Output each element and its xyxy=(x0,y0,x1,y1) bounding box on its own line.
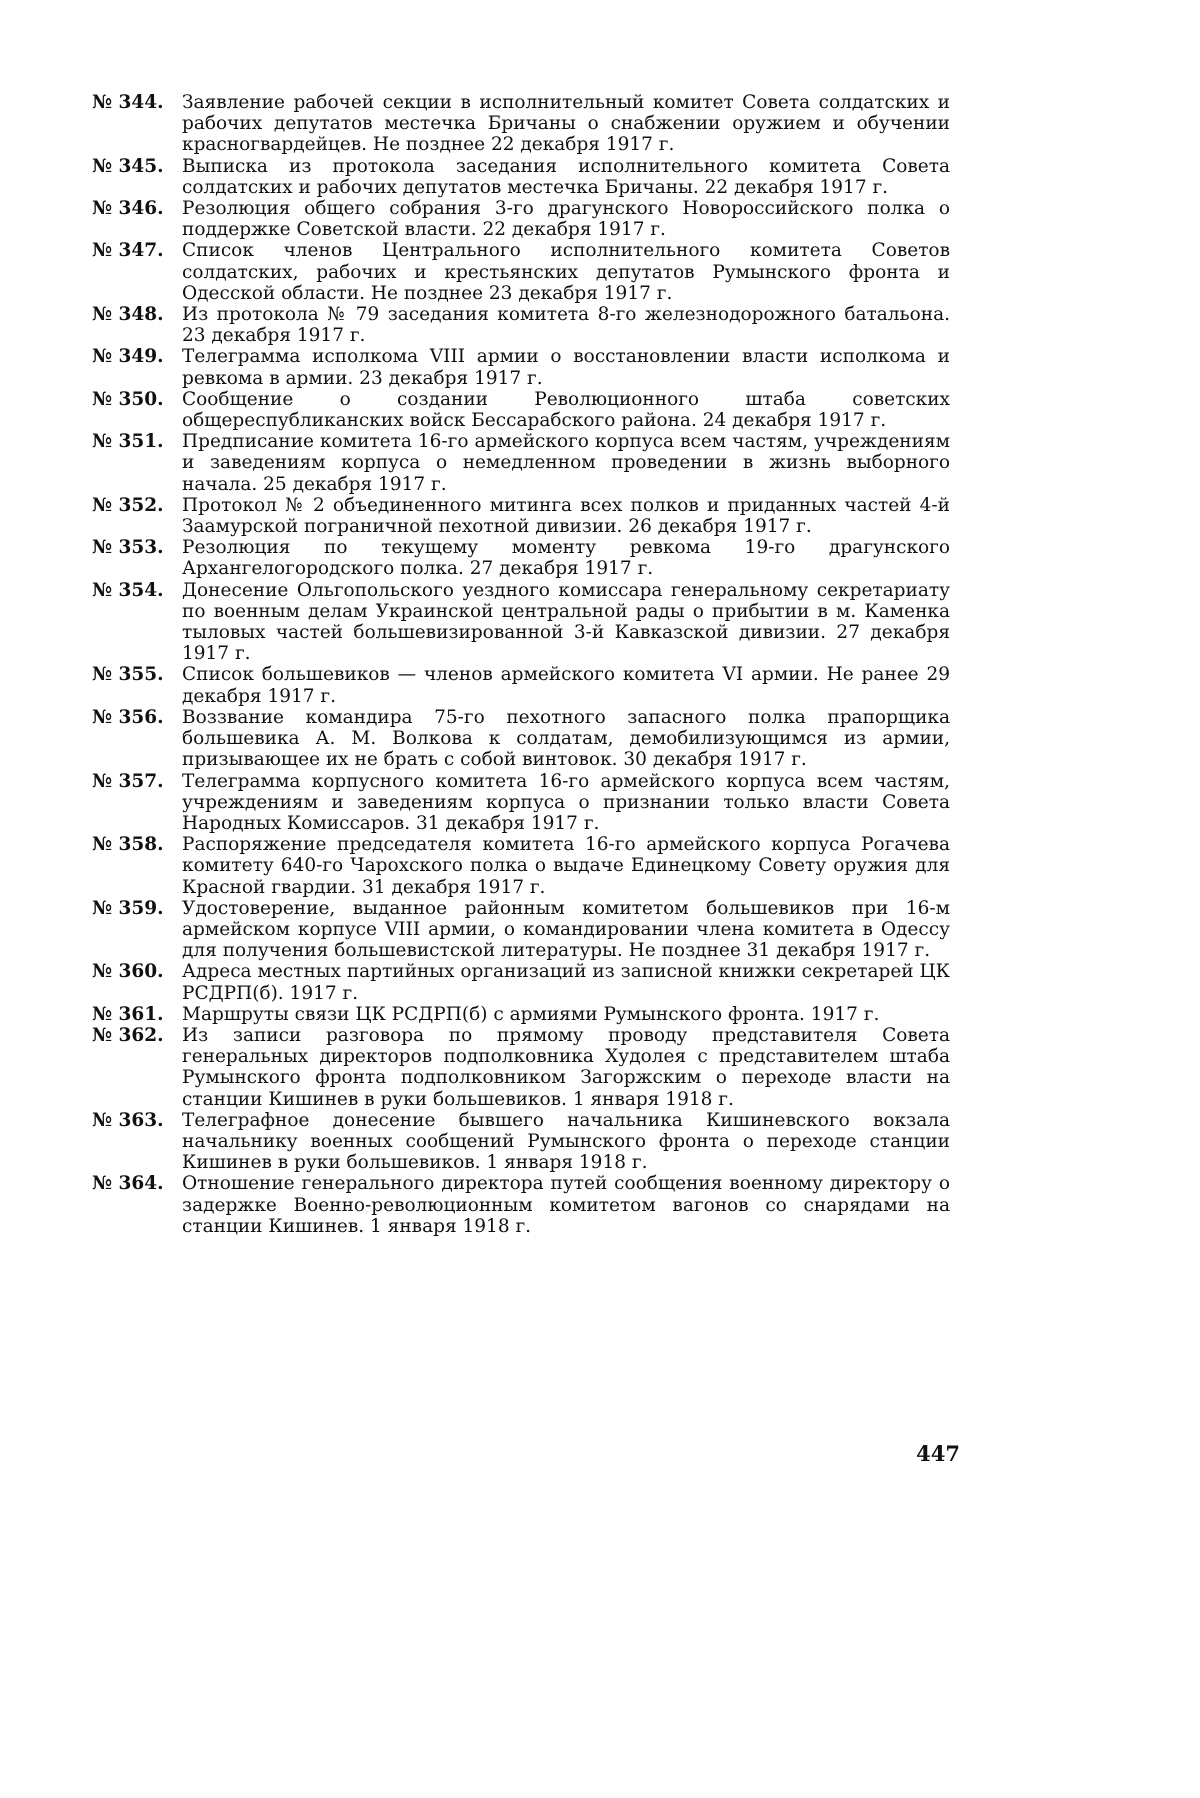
entry-number: № 357. xyxy=(92,770,164,792)
list-item xyxy=(92,664,950,706)
list-item xyxy=(92,771,950,835)
entry-text: Распоряжение председателя комитета 16-го армейского корпуса Рогачева комитету 640-го Чарохского полка о выдаче Единецкому Совету оружия для Красной гвардии. 31 декабря 1917 г. xyxy=(182,834,950,898)
list-item xyxy=(92,898,950,962)
entry-text: Протокол № 2 объединенного митинга всех полков и приданных частей 4-й Заамурской пограничной пехотной дивизии. 26 декабря 1917 г. xyxy=(182,494,950,538)
entry-number: № 363. xyxy=(92,1109,164,1131)
list-item xyxy=(92,389,950,431)
entry-text: Сообщение о создании Революционного штаба советских общереспубликанских войск Бессарабского района. 24 декабря 1917 г. xyxy=(182,388,950,432)
list-item xyxy=(92,92,950,156)
entry-text: Резолюция по текущему моменту ревкома 19-го драгунского Архангелогородского полка. 27 декабря 1917 г. xyxy=(182,537,950,580)
list-item xyxy=(92,198,950,240)
list-item xyxy=(92,537,950,579)
entry-text: Список членов Центрального исполнительного комитета Советов солдатских, рабочих и крестьянских депутатов Румынского фронта и Одесской области. Не позднее 23 декабря 1917 г. xyxy=(182,240,950,304)
entry-text: Резолюция общего собрания 3-го драгунского Новороссийского полка о поддержке Советской власти. 22 декабря 1917 г. xyxy=(182,198,950,241)
document-list xyxy=(92,92,950,1237)
entry-number: № 354. xyxy=(92,579,164,601)
entry-number: № 349. xyxy=(92,346,164,368)
entry-text: Телеграфное донесение бывшего начальника Кишиневского вокзала начальнику военных сообщений Румынского фронта о переходе станции Кишинев в руки большевиков. 1 января 1918 г. xyxy=(182,1109,950,1174)
entry-text: Донесение Ольгопольского уездного комиссара генеральному секретариату по военным делам Украинской центральной рады о прибытии в м. Каменка тыловых частей большевизированной 3-й Кавказской дивизии. 27 декабря 1917 г. xyxy=(182,579,950,665)
entry-number: № 346. xyxy=(92,198,164,220)
entry-text: Удостоверение, выданное районным комитетом большевиков при 16-м армейском корпусе VIII армии, о командировании члена комитета в Одессу для получения большевистской литературы. Не позднее 31 декабря 1917 г. xyxy=(182,897,950,962)
entry-text: Телеграмма исполкома VIII армии о восстановлении власти исполкома и ревкома в армии. 23 декабря 1917 г. xyxy=(182,346,950,389)
entry-number: № 345. xyxy=(92,155,164,177)
list-item xyxy=(92,1025,950,1110)
list-item xyxy=(92,1004,950,1025)
entry-text: Из записи разговора по прямому проводу представителя Совета генеральных директоров подполковника Худолея с представителем штаба Румынского фронта подполковником Загоржским о переходе власти на станции Кишинев в руки большевиков. 1 января 1918 г. xyxy=(182,1024,950,1110)
entry-number: № 355. xyxy=(92,664,164,686)
entry-number: № 353. xyxy=(92,537,164,559)
entry-number: № 364. xyxy=(92,1173,164,1195)
entry-number: № 348. xyxy=(92,304,164,326)
entry-text: Список большевиков — членов армейского комитета VI армии. Не ранее 29 декабря 1917 г. xyxy=(182,664,950,707)
entry-number: № 359. xyxy=(92,897,164,919)
entry-number: № 351. xyxy=(92,431,164,453)
list-item xyxy=(92,961,950,1003)
list-item xyxy=(92,240,950,304)
entry-text: Адреса местных партийных организаций из записной книжки секретарей ЦК РСДРП(б). 1917 г. xyxy=(182,961,950,1004)
entry-number: № 362. xyxy=(92,1024,164,1046)
list-item xyxy=(92,834,950,898)
list-item xyxy=(92,580,950,665)
entry-text: Телеграмма корпусного комитета 16-го армейского корпуса всем частям, учреждениям и заведениям корпуса о признании только власти Совета Народных Комиссаров. 31 декабря 1917 г. xyxy=(182,770,950,834)
entry-text: Заявление рабочей секции в исполнительный комитет Совета солдатских и рабочих депутатов местечка Бричаны о снабжении оружием и обучении красногвардейцев. Не позднее 22 декабря 1917 г. xyxy=(182,92,950,156)
entry-number: № 352. xyxy=(92,494,164,516)
entry-number: № 350. xyxy=(92,388,164,410)
list-item xyxy=(92,431,950,495)
entry-number: № 361. xyxy=(92,1003,164,1025)
page-number: 447 xyxy=(916,1441,960,1466)
entry-text: Предписание комитета 16-го армейского корпуса всем частям, учреждениям и заведениям корпуса о немедленном проведении в жизнь выборного начала. 25 декабря 1917 г. xyxy=(182,431,950,495)
list-item xyxy=(92,346,950,388)
entry-number: № 356. xyxy=(92,706,164,728)
list-item xyxy=(92,495,950,537)
entry-text: Воззвание командира 75-го пехотного запасного полка прапорщика большевика А. М. Волкова к солдатам, демобилизующимся из армии, призывающее их не брать с собой винтовок. 30 декабря 1917 г. xyxy=(182,706,950,771)
list-item xyxy=(92,1110,950,1174)
list-item xyxy=(92,304,950,346)
list-item xyxy=(92,707,950,771)
entry-text: Маршруты связи ЦК РСДРП(б) с армиями Румынского фронта. 1917 г. xyxy=(182,1003,880,1025)
list-item xyxy=(92,1173,950,1237)
entry-text: Из протокола № 79 заседания комитета 8-го железнодорожного батальона. 23 декабря 1917 г. xyxy=(182,304,950,347)
entry-number: № 347. xyxy=(92,240,164,262)
list-item xyxy=(92,156,950,198)
entry-text: Выписка из протокола заседания исполнительного комитета Совета солдатских и рабочих депутатов местечка Бричаны. 22 декабря 1917 г. xyxy=(182,155,950,198)
entry-text: Отношение генерального директора путей сообщения военному директору о задержке Военно-революционным комитетом вагонов со снарядами на станции Кишинев. 1 января 1918 г. xyxy=(182,1173,950,1237)
entry-number: № 358. xyxy=(92,834,164,856)
entry-number: № 360. xyxy=(92,961,164,983)
entry-number: № 344. xyxy=(92,92,164,113)
